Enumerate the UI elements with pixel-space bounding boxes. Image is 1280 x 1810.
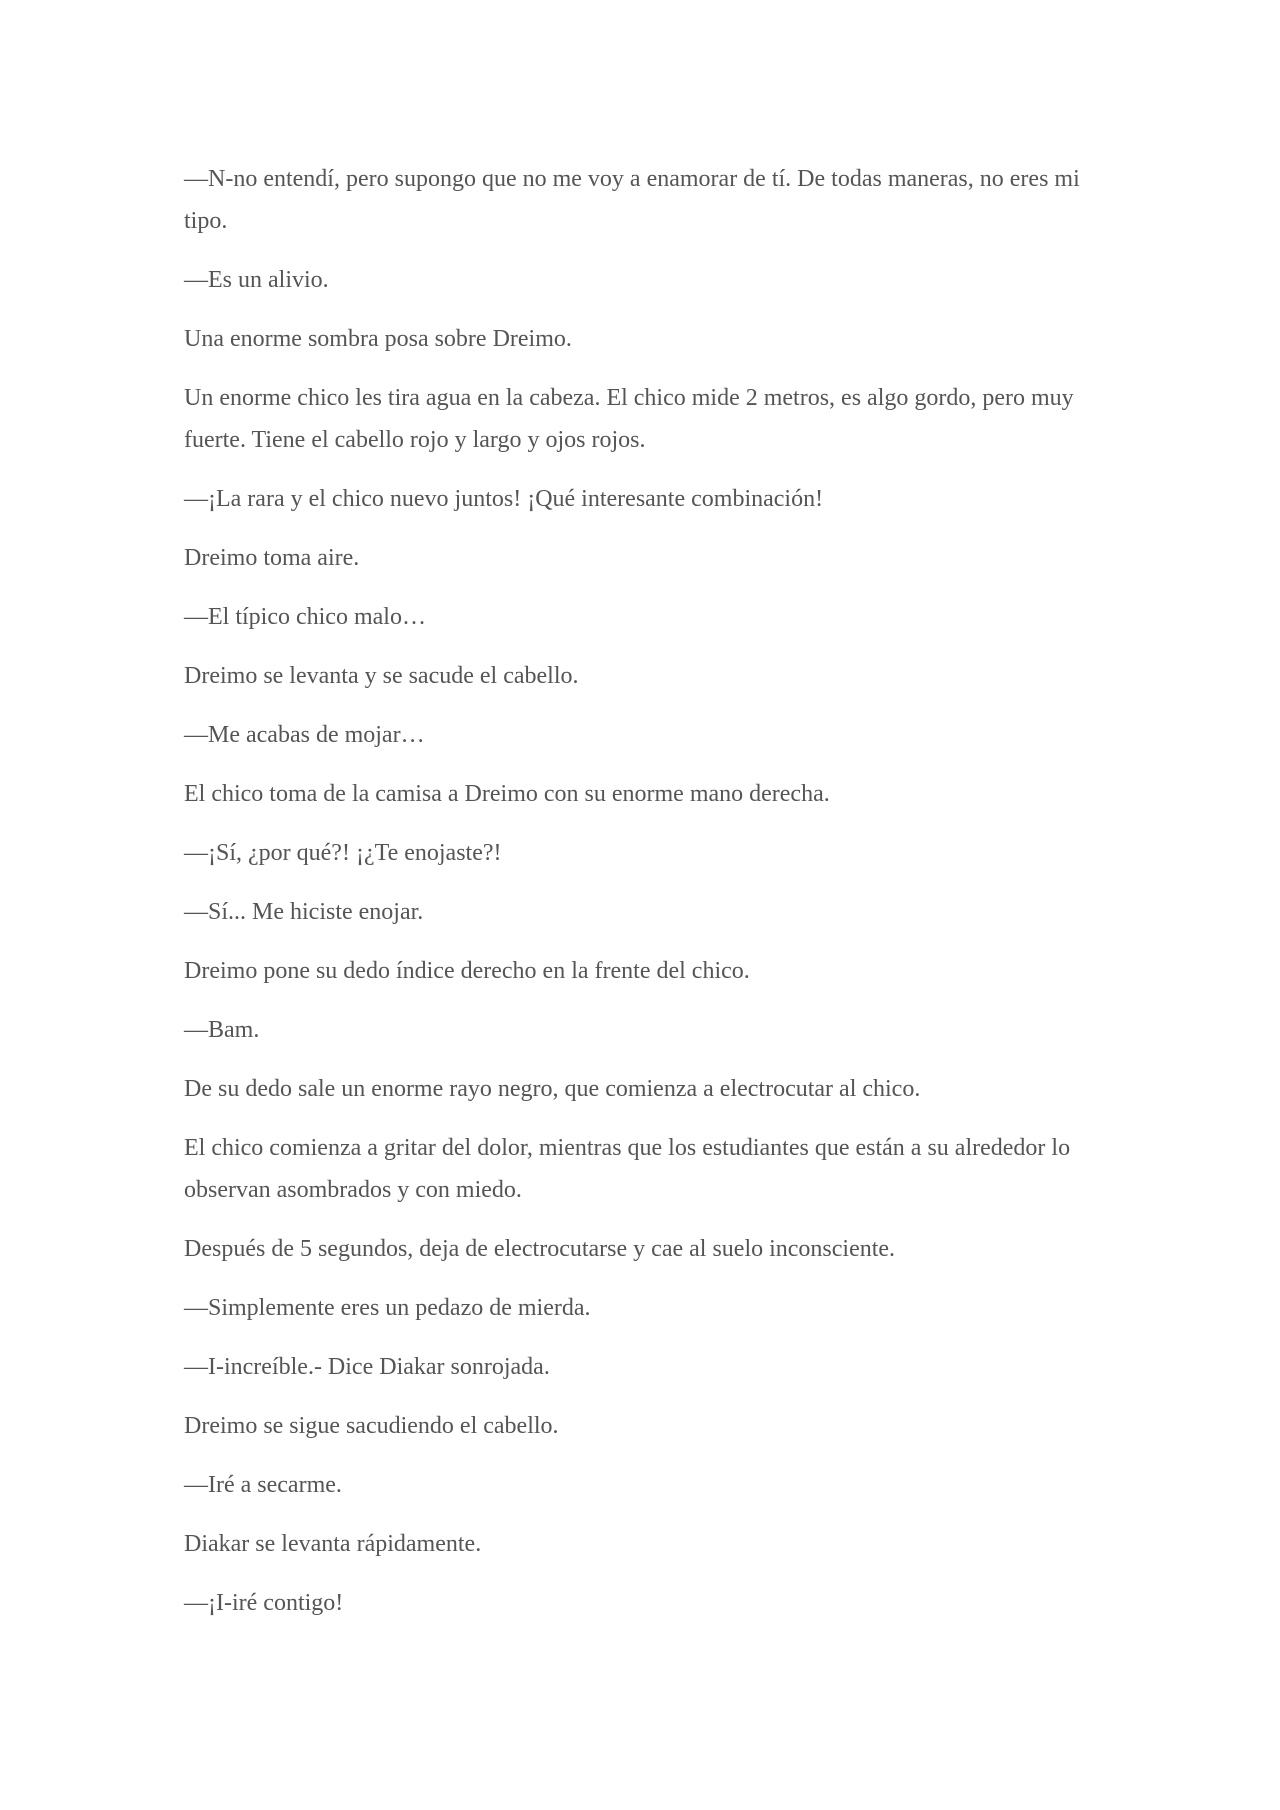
paragraph: El chico comienza a gritar del dolor, mientras que los estudiantes que están a su alrededor lo observan asombrados y con miedo. (184, 1135, 1071, 1203)
paragraph: —Sí... Me hiciste enojar. (184, 899, 424, 925)
paragraph: Dreimo toma aire. (184, 545, 360, 571)
paragraph: Una enorme sombra posa sobre Dreimo. (184, 326, 572, 352)
paragraph: Diakar se levanta rápidamente. (184, 1531, 482, 1557)
paragraph: —Es un alivio. (184, 267, 329, 293)
paragraph: —N-no entendí, pero supongo que no me voy a enamorar de tí. De todas maneras, no eres mi tipo. (184, 166, 1080, 234)
paragraph: —El típico chico malo… (184, 604, 426, 630)
paragraph: Un enorme chico les tira agua en la cabeza. El chico mide 2 metros, es algo gordo, pero muy fuerte. Tiene el cabello rojo y largo y ojos rojos. (184, 385, 1074, 453)
paragraph: —Simplemente eres un pedazo de mierda. (184, 1295, 591, 1321)
paragraph: —¡La rara y el chico nuevo juntos! ¡Qué interesante combinación! (184, 486, 824, 512)
paragraph: Dreimo se levanta y se sacude el cabello. (184, 663, 579, 689)
paragraph: —Bam. (184, 1017, 260, 1043)
paragraph: El chico toma de la camisa a Dreimo con su enorme mano derecha. (184, 781, 830, 807)
document-body (184, 158, 1104, 1641)
paragraph: Después de 5 segundos, deja de electrocutarse y cae al suelo inconsciente. (184, 1236, 896, 1262)
paragraph: Dreimo pone su dedo índice derecho en la frente del chico. (184, 958, 750, 984)
paragraph: Dreimo se sigue sacudiendo el cabello. (184, 1413, 559, 1439)
paragraph: —I-increíble.- Dice Diakar sonrojada. (184, 1354, 550, 1380)
paragraph: De su dedo sale un enorme rayo negro, que comienza a electrocutar al chico. (184, 1076, 921, 1102)
paragraph: —Iré a secarme. (184, 1472, 342, 1498)
paragraph: —¡Sí, ¿por qué?! ¡¿Te enojaste?! (184, 840, 502, 866)
paragraph: —¡I-iré contigo! (184, 1590, 344, 1616)
paragraph: —Me acabas de mojar… (184, 722, 425, 748)
